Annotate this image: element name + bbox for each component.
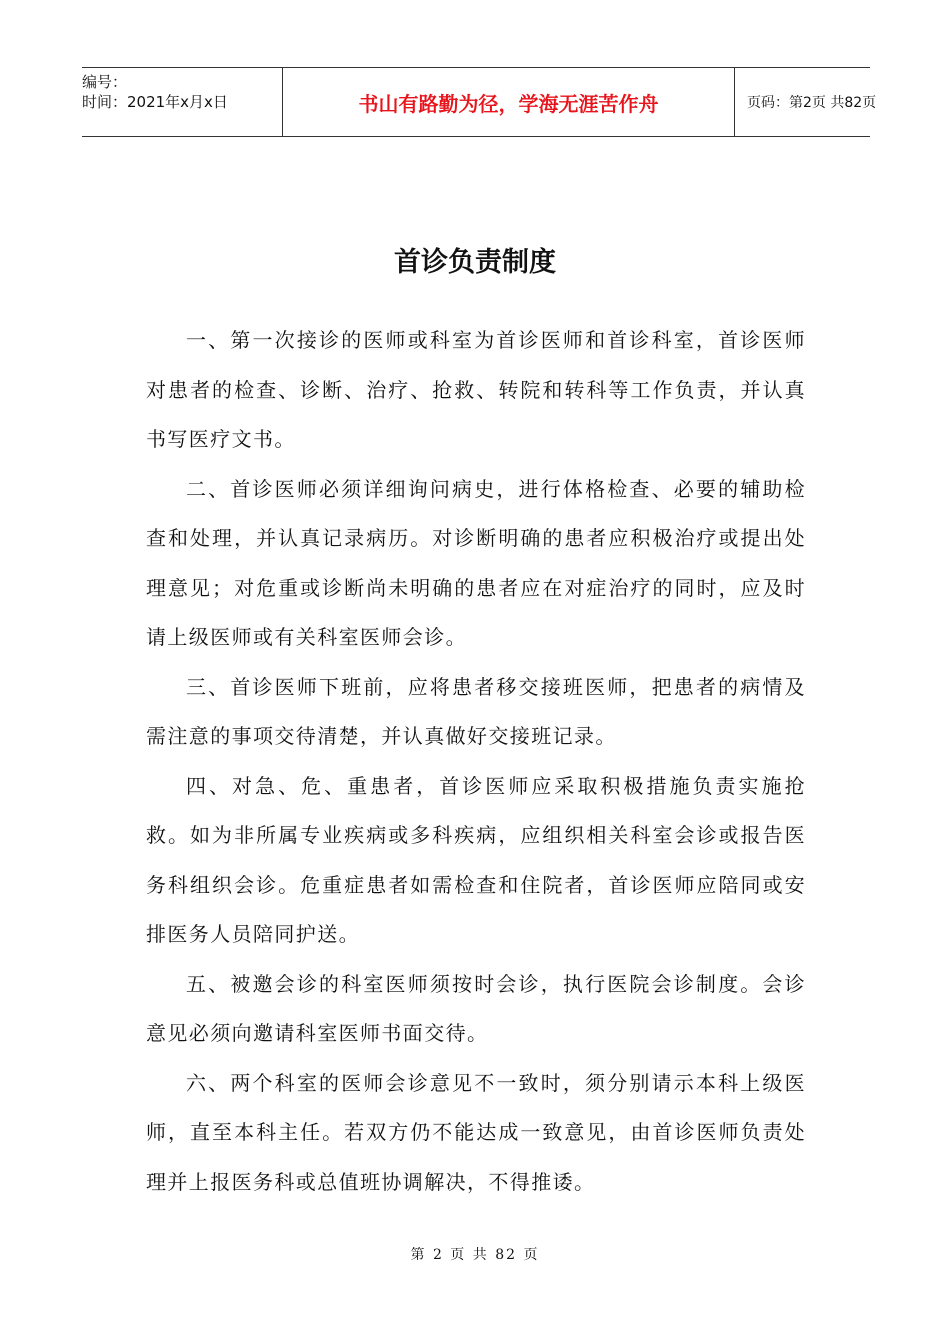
number-label: 编号： bbox=[82, 73, 128, 91]
paragraph-6: 六、两个科室的医师会诊意见不一致时，须分别请示本科上级医师，直至本科主任。若双方仍不能达成一致意见，由首诊医师负责处理并上报医务科或总值班协调解决，不得推诿。 bbox=[146, 1070, 806, 1194]
header-motto: 书山有路勤为径，学海无涯苦作舟 bbox=[282, 68, 735, 136]
header-page-label: 页码：第2页 共82页 bbox=[747, 95, 877, 111]
header-meta bbox=[82, 68, 282, 136]
paragraph-4: 四、对急、危、重患者，首诊医师应采取积极措施负责实施抢救。如为非所属专业疾病或多科疾病，应组织相关科室会诊或报告医务科组织会诊。危重症患者如需检查和住院者，首诊医师应陪同或安排医务人员陪同护送。 bbox=[146, 773, 806, 946]
document-title: 首诊负责制度 bbox=[394, 247, 556, 278]
paragraph-3: 三、首诊医师下班前，应将患者移交接班医师，把患者的病情及需注意的事项交待清楚，并认真做好交接班记录。 bbox=[146, 674, 806, 748]
page-footer: 第 2 页 共 82 页 bbox=[410, 1247, 540, 1263]
paragraph-5: 五、被邀会诊的科室医师须按时会诊，执行医院会诊制度。会诊意见必须向邀请科室医师书面交待。 bbox=[146, 971, 806, 1045]
paragraph-2: 二、首诊医师必须详细询问病史，进行体格检查、必要的辅助检查和处理，并认真记录病历。对诊断明确的患者应积极治疗或提出处理意见；对危重或诊断尚未明确的患者应在对症治疗的同时，应及时请上级医师或有关科室医师会诊。 bbox=[146, 476, 806, 649]
paragraph-1: 一、第一次接诊的医师或科室为首诊医师和首诊科室，首诊医师对患者的检查、诊断、治疗、抢救、转院和转科等工作负责，并认真书写医疗文书。 bbox=[146, 328, 806, 451]
date-label: 时间：2021年x月x日 bbox=[82, 93, 228, 111]
page-header bbox=[82, 67, 877, 137]
document-body bbox=[146, 316, 806, 1207]
